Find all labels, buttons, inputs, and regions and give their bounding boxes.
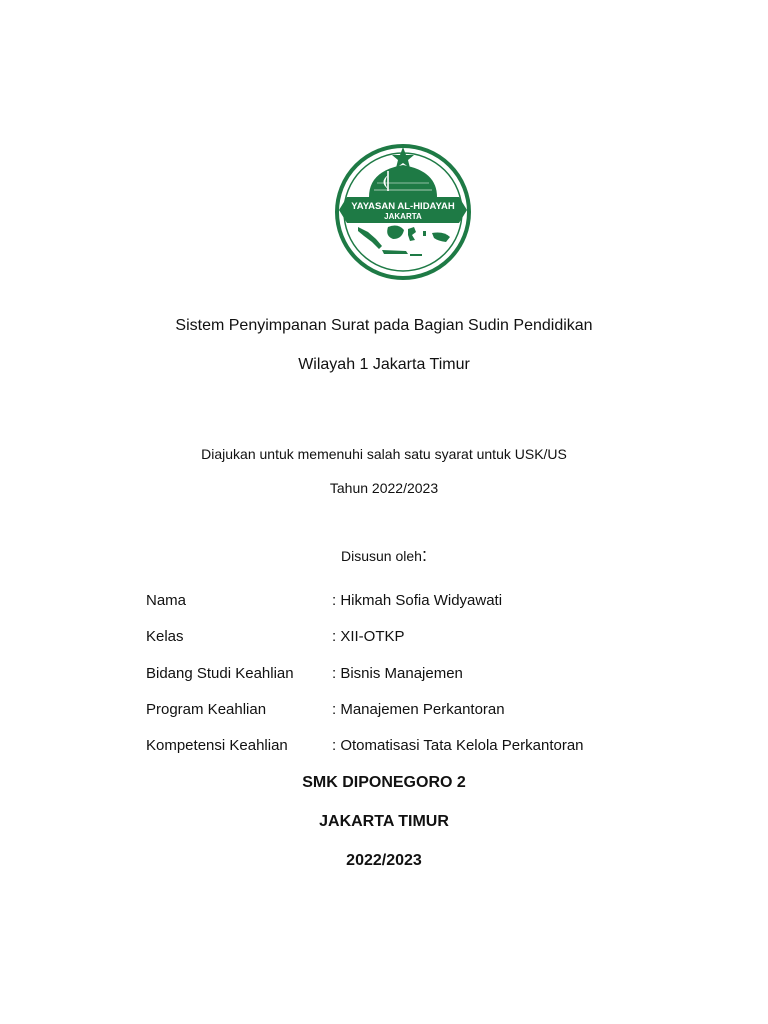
info-row-kompetensi [146,737,706,757]
info-value: : Manajemen Perkantoran [332,701,505,718]
info-row-program-keahlian [146,701,706,721]
author-heading [0,545,768,566]
school-city: JAKARTA TIMUR [319,813,449,830]
info-row-kelas [146,628,706,648]
school-name: SMK DIPONEGORO 2 [302,774,466,791]
author-heading-colon: : [421,545,427,565]
info-value: : Bisnis Manajemen [332,665,463,682]
info-row-bidang-studi [146,665,706,685]
info-label: Program Keahlian [146,701,267,718]
info-label: Kelas [146,628,184,645]
school-year: 2022/2023 [346,852,422,869]
info-label: Kompetensi Keahlian [146,737,288,754]
logo-text-line1: YAYASAN AL-HIDAYAH [351,201,455,212]
foundation-logo [322,135,484,287]
document-title-line1: Sistem Penyimpanan Surat pada Bagian Sudin Pendidikan [175,317,593,334]
info-row-nama [146,592,706,612]
author-heading-text: Disusun oleh [341,548,422,564]
purpose-line1: Diajukan untuk memenuhi salah satu syarat untuk USK/US [201,446,567,462]
info-label: Bidang Studi Keahlian [146,665,294,682]
info-value: : Otomatisasi Tata Kelola Perkantoran [332,737,584,754]
info-value: : XII-OTKP [332,628,405,645]
logo-text-line2: JAKARTA [384,212,422,221]
info-label: Nama [146,592,187,609]
purpose-line2: Tahun 2022/2023 [329,480,439,496]
document-title-line2: Wilayah 1 Jakarta Timur [298,356,470,373]
emblem-icon [322,135,484,287]
info-value: : Hikmah Sofia Widyawati [332,592,503,609]
